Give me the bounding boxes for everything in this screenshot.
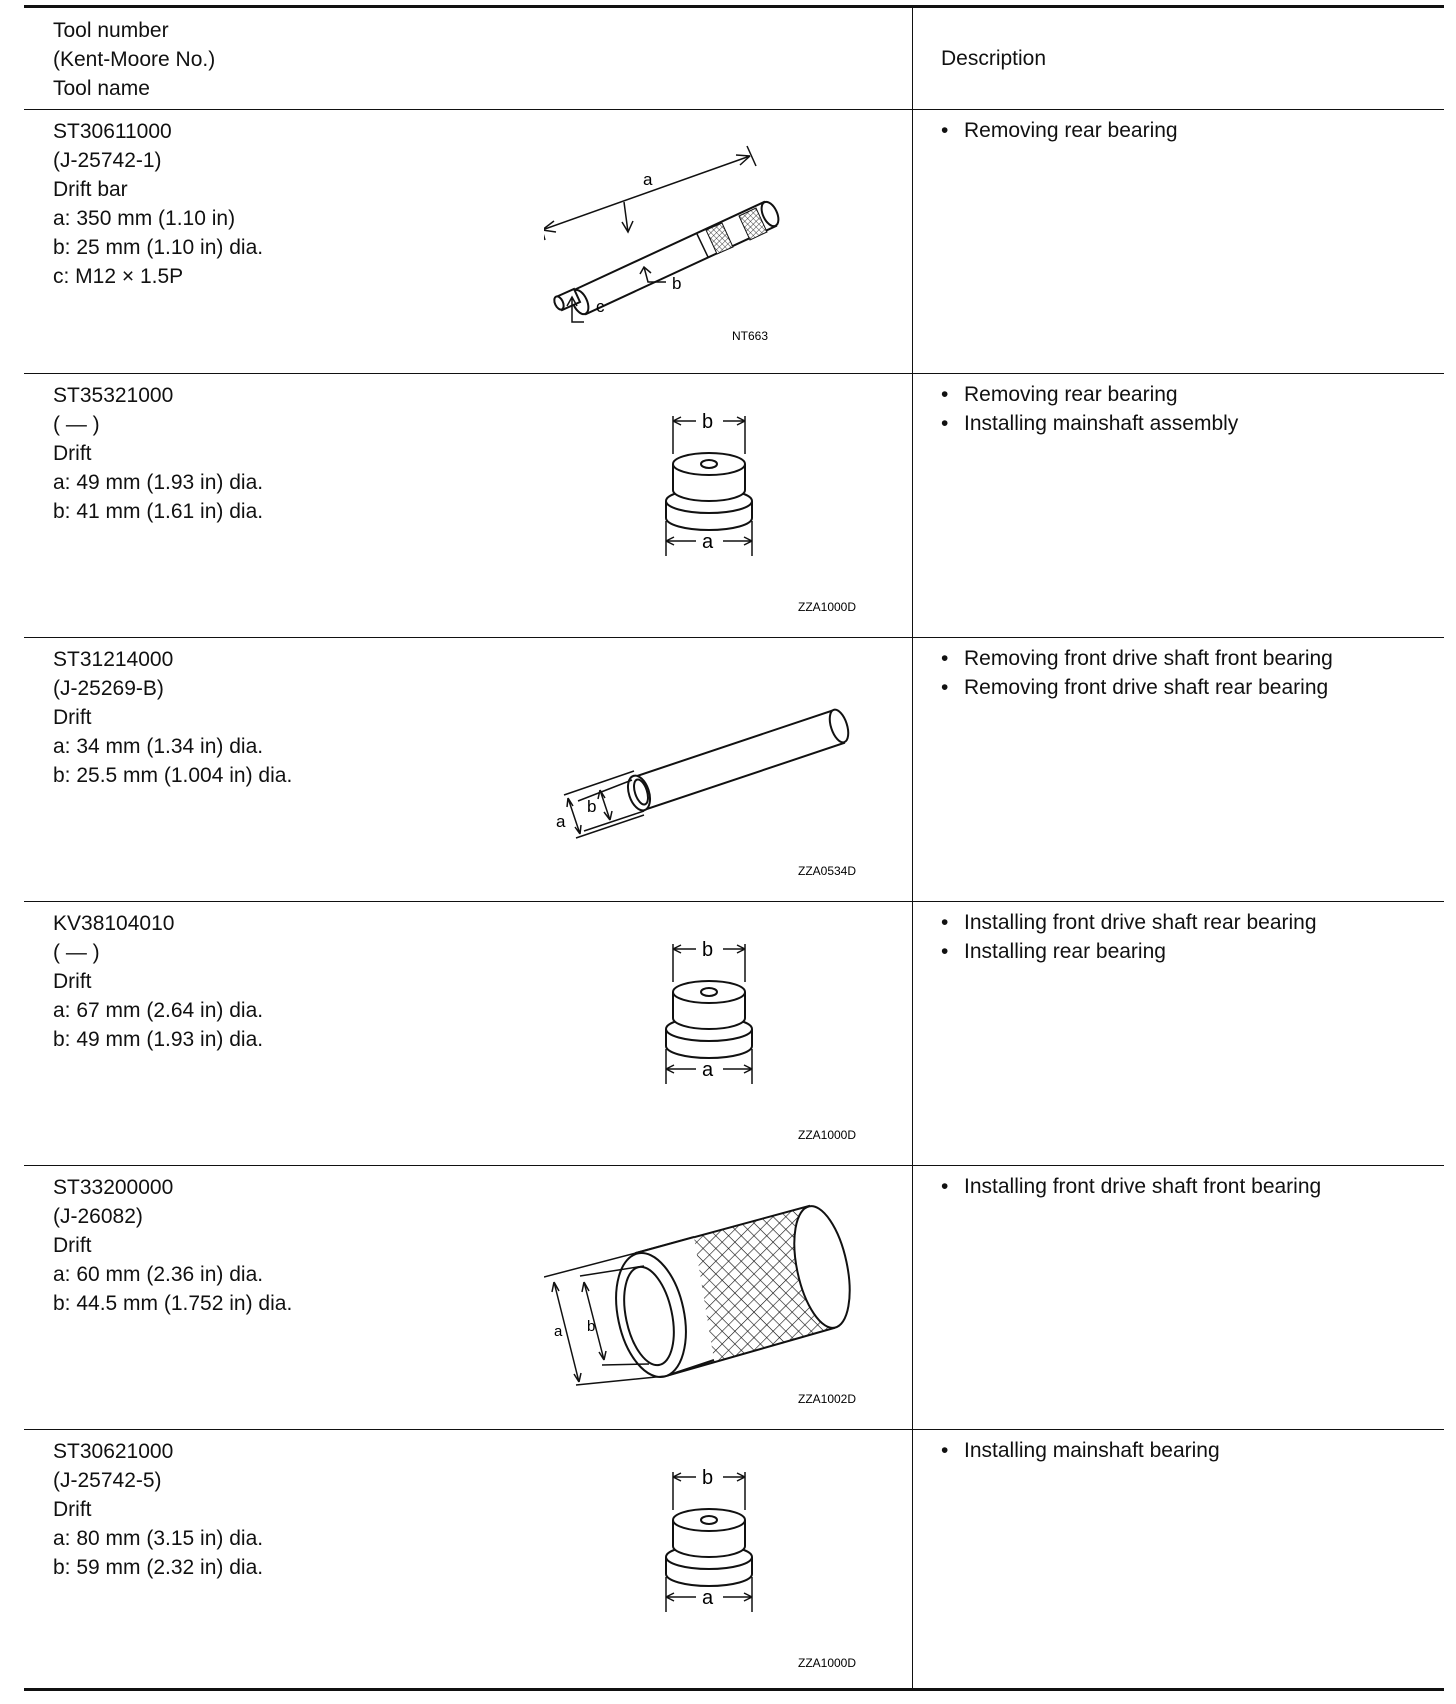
header-line: Tool number: [53, 19, 169, 42]
dimension-b: b: 49 mm (1.93 in) dia.: [53, 1028, 264, 1051]
tool-spec: [53, 117, 263, 291]
table-row: [24, 638, 1444, 902]
tool-number: ST35321000: [53, 384, 174, 407]
label-b: b: [702, 1467, 714, 1489]
kent-moore-number: (J-25269-B): [53, 677, 164, 700]
description-cell: [941, 116, 1178, 145]
description-item: [941, 409, 1238, 438]
tool-spec: [53, 909, 263, 1054]
tool-name: Drift: [53, 706, 92, 729]
tool-spec: [53, 381, 263, 526]
header-line: Tool name: [53, 77, 150, 100]
kent-moore-number: (J-25742-1): [53, 149, 162, 172]
table-row: [24, 902, 1444, 1166]
kent-moore-number: ( — ): [53, 941, 100, 964]
tool-name: Drift bar: [53, 178, 128, 201]
tool-name: Drift: [53, 442, 92, 465]
label-a: a: [702, 1059, 714, 1081]
tool-number: ST33200000: [53, 1176, 174, 1199]
stepped-drift-illustration: [544, 914, 884, 1164]
figure-code: ZZA1002D: [798, 1392, 857, 1406]
description-text: Installing rear bearing: [964, 940, 1166, 963]
description-item: [941, 1436, 1220, 1465]
bullet: •: [941, 412, 949, 435]
figure-code: ZZA0534D: [798, 864, 857, 878]
label-a: a: [554, 1323, 563, 1340]
label-a: a: [702, 1587, 714, 1609]
description-item: [941, 380, 1238, 409]
tool-number: ST30621000: [53, 1440, 174, 1463]
bullet: •: [941, 119, 949, 142]
tool-number: ST30611000: [53, 120, 172, 143]
table-row: [24, 374, 1444, 638]
knurled-drift-illustration: [544, 1178, 884, 1428]
dimension-b: b: 44.5 mm (1.752 in) dia.: [53, 1292, 293, 1315]
table-row: [24, 1166, 1444, 1430]
tool-number: KV38104010: [53, 912, 175, 935]
header-description-column: Description: [941, 47, 1047, 70]
label-b: b: [702, 939, 714, 961]
dimension-c: c: M12 × 1.5P: [53, 265, 184, 288]
figure-code: ZZA1000D: [798, 600, 857, 614]
dimension-b: b: 25 mm (1.10 in) dia.: [53, 236, 264, 259]
dimension-a: a: 60 mm (2.36 in) dia.: [53, 1263, 264, 1286]
bullet: •: [941, 647, 949, 670]
description-cell: [941, 908, 1317, 966]
dimension-a: a: 34 mm (1.34 in) dia.: [53, 735, 264, 758]
description-cell: [941, 1436, 1220, 1465]
tool-spec: [53, 645, 292, 790]
dimension-a: a: 350 mm (1.10 in): [53, 207, 236, 230]
label-b: b: [672, 274, 682, 293]
description-cell: [941, 644, 1333, 702]
label-b: b: [587, 1318, 596, 1335]
header-tool-column: [53, 16, 215, 103]
stepped-drift-illustration: [544, 1442, 884, 1692]
description-item: [941, 908, 1317, 937]
dimension-b: b: 25.5 mm (1.004 in) dia.: [53, 764, 293, 787]
label-c: c: [596, 297, 605, 316]
dimension-b: b: 41 mm (1.61 in) dia.: [53, 500, 264, 523]
bullet: •: [941, 911, 949, 934]
bullet: •: [941, 1175, 949, 1198]
description-item: [941, 937, 1317, 966]
kent-moore-number: ( — ): [53, 413, 100, 436]
kent-moore-number: (J-25742-5): [53, 1469, 162, 1492]
drift-bar-illustration: [544, 122, 884, 372]
label-b: b: [587, 797, 597, 816]
bottom-rule: [24, 1688, 1444, 1691]
description-text: Installing front drive shaft rear bearing: [964, 911, 1317, 934]
description-item: [941, 673, 1333, 702]
table-row: [24, 1430, 1444, 1693]
description-text: Removing rear bearing: [964, 119, 1178, 142]
tool-spec: [53, 1437, 263, 1582]
dimension-b: b: 59 mm (2.32 in) dia.: [53, 1556, 264, 1579]
figure-code: NT663: [732, 329, 769, 343]
bullet: •: [941, 383, 949, 406]
figure-code: ZZA1000D: [798, 1656, 857, 1670]
bullet: •: [941, 940, 949, 963]
kent-moore-number: (J-26082): [53, 1205, 143, 1228]
tool-number: ST31214000: [53, 648, 174, 671]
description-text: Installing mainshaft assembly: [964, 412, 1239, 435]
label-a: a: [702, 531, 714, 553]
dimension-a: a: 49 mm (1.93 in) dia.: [53, 471, 264, 494]
description-text: Installing front drive shaft front bearing: [964, 1175, 1322, 1198]
description-text: Installing mainshaft bearing: [964, 1439, 1220, 1462]
table-row: [24, 110, 1444, 374]
tube-drift-illustration: [544, 650, 884, 900]
description-cell: [941, 1172, 1321, 1201]
description-item: [941, 644, 1333, 673]
table-header: [24, 8, 1444, 110]
figure-code: ZZA1000D: [798, 1128, 857, 1142]
tool-spec: [53, 1173, 292, 1318]
dimension-a: a: 80 mm (3.15 in) dia.: [53, 1527, 264, 1550]
stepped-drift-illustration: [544, 386, 884, 636]
description-text: Removing front drive shaft front bearing: [964, 647, 1333, 670]
tool-name: Drift: [53, 1498, 92, 1521]
label-a: a: [556, 812, 566, 831]
tool-name: Drift: [53, 1234, 92, 1257]
tool-name: Drift: [53, 970, 92, 993]
label-b: b: [702, 411, 714, 433]
bullet: •: [941, 676, 949, 699]
header-line: (Kent-Moore No.): [53, 48, 216, 71]
bullet: •: [941, 1439, 949, 1462]
description-cell: [941, 380, 1238, 438]
dimension-a: a: 67 mm (2.64 in) dia.: [53, 999, 264, 1022]
description-item: [941, 116, 1178, 145]
description-text: Removing rear bearing: [964, 383, 1178, 406]
label-a: a: [643, 170, 653, 189]
description-item: [941, 1172, 1321, 1201]
description-text: Removing front drive shaft rear bearing: [964, 676, 1329, 699]
